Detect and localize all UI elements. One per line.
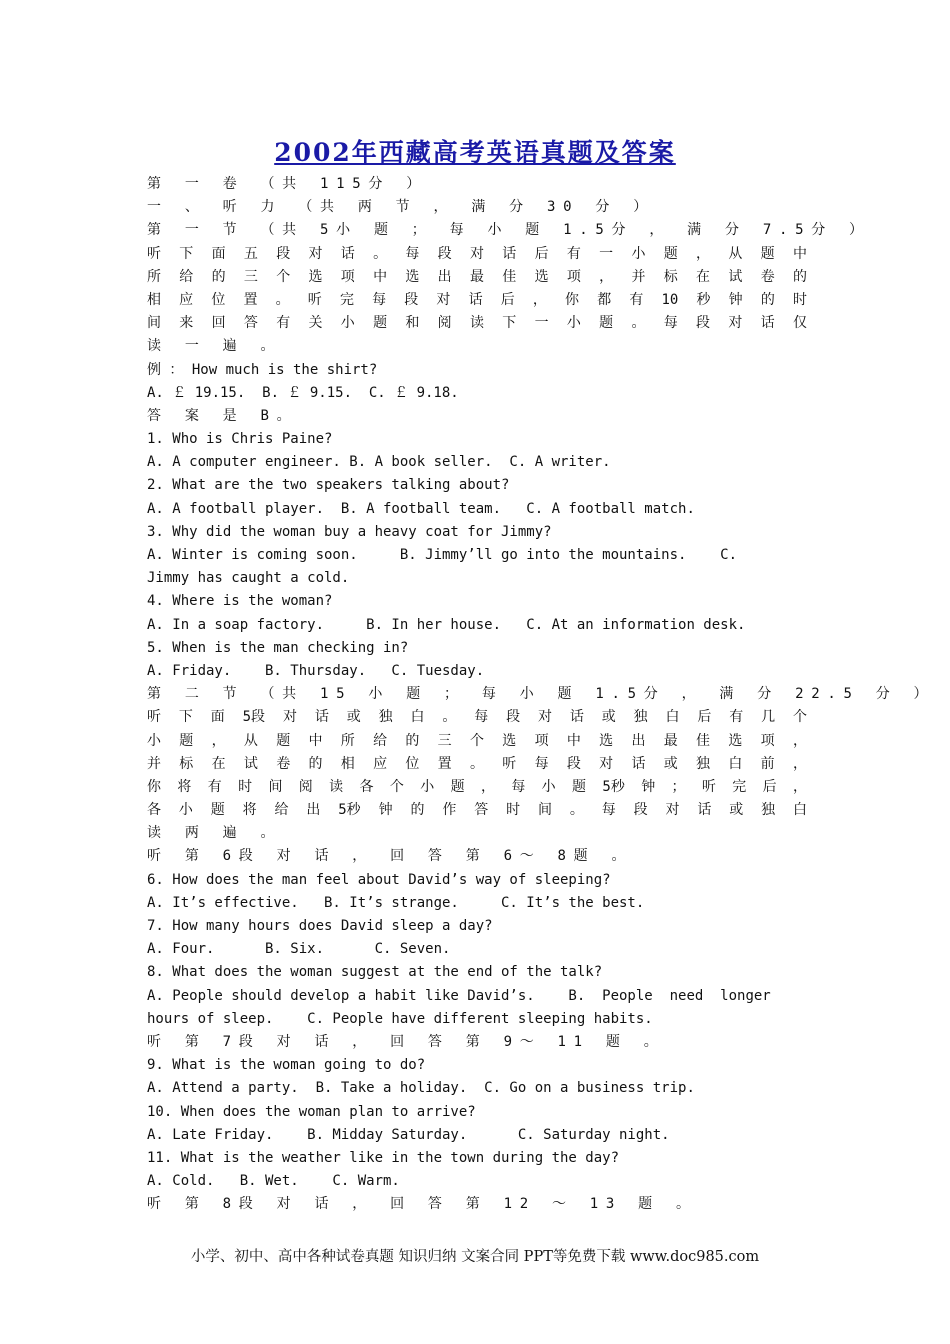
text-token: 话 bbox=[631, 755, 646, 772]
text-token: 每 bbox=[663, 315, 678, 332]
text-token: 卷 bbox=[760, 268, 775, 285]
text-token: 听 bbox=[701, 778, 716, 795]
text-token: 话 bbox=[502, 245, 517, 262]
text-token: 回 bbox=[211, 315, 226, 332]
text-line bbox=[147, 799, 807, 822]
text-token: 或 bbox=[346, 709, 361, 726]
text-token: 出 bbox=[306, 802, 321, 819]
text-token: 相 bbox=[147, 291, 161, 308]
text-token: 个 bbox=[276, 268, 291, 285]
text-token: 小 bbox=[420, 778, 435, 795]
text-line: 听 第 7段 对 话 ， 回 答 第 9～ 11 题 。 bbox=[147, 1033, 666, 1050]
text-token: 中 bbox=[566, 732, 581, 749]
text-token: 仅 bbox=[792, 315, 807, 332]
text-line: 第 一 节 （共 5小 题 ； 每 小 题 1.5分 ， 满 分 7.5分 ） bbox=[147, 222, 871, 239]
text-token: 话 bbox=[569, 709, 584, 726]
text-line bbox=[147, 266, 807, 289]
text-token: 。 bbox=[569, 802, 584, 819]
text-token: ， bbox=[480, 778, 495, 795]
text-token: 来 bbox=[179, 315, 194, 332]
text-token: 钟 bbox=[378, 802, 393, 819]
text-token: 选 bbox=[599, 732, 614, 749]
text-token: 白 bbox=[665, 709, 680, 726]
text-line: 读 一 遍 。 bbox=[147, 338, 283, 355]
text-token: 每 bbox=[511, 778, 526, 795]
text-token: 小 bbox=[147, 732, 161, 749]
text-token: 独 bbox=[761, 802, 776, 819]
text-line: 4. Where is the woman? bbox=[147, 593, 333, 610]
text-token: ， bbox=[792, 755, 807, 772]
text-token: 听 bbox=[307, 291, 322, 308]
text-line: hours of sleep. C. People have different sleeping habits. bbox=[147, 1010, 653, 1027]
text-line: 听 第 8段 对 话 ， 回 答 第 12 ～ 13 题 。 bbox=[147, 1196, 698, 1213]
text-token: 题 bbox=[373, 315, 388, 332]
text-token: 选 bbox=[728, 732, 743, 749]
text-line: 3. Why did the woman buy a heavy coat for Jimmy? bbox=[147, 523, 552, 540]
text-token: 小 bbox=[541, 778, 556, 795]
text-token: 。 bbox=[373, 245, 388, 262]
text-token: 时 bbox=[238, 778, 253, 795]
text-token: 并 bbox=[147, 755, 161, 772]
text-line bbox=[147, 706, 807, 729]
text-token: ， bbox=[696, 245, 711, 262]
text-token: 对 bbox=[436, 291, 451, 308]
text-token: 题 bbox=[663, 245, 678, 262]
text-token: 选 bbox=[405, 268, 420, 285]
text-line: A. It’s effective. B. It’s strange. C. It’s the best. bbox=[147, 894, 645, 911]
text-token: 的 bbox=[405, 732, 420, 749]
text-token: 阅 bbox=[298, 778, 313, 795]
text-token: 试 bbox=[243, 755, 258, 772]
text-token: 段 bbox=[506, 709, 521, 726]
text-token: 小 bbox=[631, 245, 646, 262]
text-token: 你 bbox=[565, 291, 580, 308]
text-line: 1. Who is Chris Paine? bbox=[147, 431, 333, 448]
text-token: 完 bbox=[732, 778, 747, 795]
text-token: 卷 bbox=[276, 755, 291, 772]
text-token: 钟 bbox=[641, 778, 656, 795]
text-token: 有 bbox=[566, 245, 581, 262]
text-line: 第 二 节 （共 15 小 题 ； 每 小 题 1.5分 ， 满 分 22.5 分 ） bbox=[147, 686, 936, 703]
text-token: 最 bbox=[663, 732, 678, 749]
text-line: 9. What is the woman going to do? bbox=[147, 1057, 426, 1074]
document-body bbox=[147, 173, 936, 1216]
text-token: 的 bbox=[792, 268, 807, 285]
text-token: 五 bbox=[243, 245, 258, 262]
text-token: 间 bbox=[268, 778, 283, 795]
text-line bbox=[147, 753, 807, 776]
text-token: 置 bbox=[243, 291, 258, 308]
text-token: 出 bbox=[437, 268, 452, 285]
text-token: 5段 bbox=[242, 709, 266, 726]
text-token: 独 bbox=[696, 755, 711, 772]
text-token: 置 bbox=[437, 755, 452, 772]
text-token: ； bbox=[671, 778, 686, 795]
text-token: 。 bbox=[631, 315, 646, 332]
text-token: 下 bbox=[178, 709, 193, 726]
text-line bbox=[147, 243, 807, 266]
text-token: 的 bbox=[410, 802, 425, 819]
text-token: 段 bbox=[633, 802, 648, 819]
text-token: ， bbox=[532, 291, 547, 308]
text-line: A. In a soap factory. B. In her house. C. At an information desk. bbox=[147, 616, 746, 633]
text-token: 对 bbox=[282, 709, 297, 726]
text-token: 或 bbox=[729, 802, 744, 819]
text-line: 11. What is the weather like in the town during the day? bbox=[147, 1149, 620, 1166]
text-line: Jimmy has caught a cold. bbox=[147, 570, 350, 587]
text-token: 白 bbox=[792, 802, 807, 819]
text-token: 的 bbox=[211, 268, 226, 285]
text-token: 题 bbox=[276, 732, 291, 749]
text-token: 段 bbox=[404, 291, 419, 308]
text-token: 每 bbox=[372, 291, 387, 308]
text-token: 作 bbox=[442, 802, 457, 819]
text-line: A. Four. B. Six. C. Seven. bbox=[147, 941, 451, 958]
text-token: 对 bbox=[469, 245, 484, 262]
text-token: 小 bbox=[566, 315, 581, 332]
text-token: 钟 bbox=[728, 291, 743, 308]
text-token: 三 bbox=[437, 732, 452, 749]
text-token: 的 bbox=[308, 755, 323, 772]
text-token: 项 bbox=[534, 732, 549, 749]
text-line: 读 两 遍 。 bbox=[147, 825, 283, 842]
text-token: 选 bbox=[534, 268, 549, 285]
text-line: 7. How many hours does David sleep a day? bbox=[147, 918, 493, 934]
text-line bbox=[147, 776, 807, 799]
text-token: 时 bbox=[506, 802, 521, 819]
text-token: 将 bbox=[242, 802, 257, 819]
text-token: 5秒 bbox=[602, 778, 625, 795]
text-token: 答 bbox=[474, 802, 489, 819]
text-token: 从 bbox=[728, 245, 743, 262]
text-token: 各 bbox=[359, 778, 374, 795]
text-token: 选 bbox=[308, 268, 323, 285]
text-token: 出 bbox=[631, 732, 646, 749]
text-token: 在 bbox=[211, 755, 226, 772]
text-line: A. People should develop a habit like David’s. B. People need longer bbox=[147, 987, 771, 1004]
text-token: 白 bbox=[728, 755, 743, 772]
text-token: 完 bbox=[339, 291, 354, 308]
text-token: 所 bbox=[340, 732, 355, 749]
text-token: 。 bbox=[442, 709, 457, 726]
text-line: 一 、 听 力 （共 两 节 ， 满 分 30 分 ） bbox=[147, 199, 655, 216]
text-token: 在 bbox=[696, 268, 711, 285]
text-token: 一 bbox=[534, 315, 549, 332]
text-token: 面 bbox=[211, 245, 226, 262]
text-token: 话 bbox=[697, 802, 712, 819]
text-line: A. Late Friday. B. Midday Saturday. C. Saturday night. bbox=[147, 1126, 670, 1143]
text-line: 8. What does the woman suggest at the end of the talk? bbox=[147, 964, 603, 981]
text-token: 或 bbox=[663, 755, 678, 772]
text-token: 有 bbox=[276, 315, 291, 332]
text-token: 个 bbox=[469, 732, 484, 749]
text-token: 所 bbox=[147, 268, 161, 285]
text-token: 听 bbox=[147, 709, 161, 726]
text-line: 6. How does the man feel about David’s way of sleeping? bbox=[147, 871, 611, 888]
text-token: 题 bbox=[760, 245, 775, 262]
text-token: 秒 bbox=[696, 291, 711, 308]
text-token: 三 bbox=[243, 268, 258, 285]
text-token: 5秒 bbox=[338, 802, 361, 819]
text-line: A. A computer engineer. B. A book seller. C. A writer. bbox=[147, 454, 611, 471]
text-token: 试 bbox=[728, 268, 743, 285]
text-token: 段 bbox=[276, 245, 291, 262]
text-token: 有 bbox=[629, 291, 644, 308]
text-line: 例 ： How much is the shirt? bbox=[147, 361, 378, 378]
text-token: 相 bbox=[340, 755, 355, 772]
text-token: 给 bbox=[373, 732, 388, 749]
text-token: 每 bbox=[405, 245, 420, 262]
text-line: A. Winter is coming soon. B. Jimmy’ll go into the mountains. C. bbox=[147, 547, 738, 563]
text-token: 关 bbox=[308, 315, 323, 332]
text-line: 5. When is the man checking in? bbox=[147, 639, 409, 656]
text-token: 10 bbox=[661, 291, 679, 308]
text-token: 中 bbox=[373, 268, 388, 285]
text-token: 。 bbox=[275, 291, 290, 308]
text-token: 间 bbox=[537, 802, 552, 819]
text-line: 10. When does the woman plan to arrive? bbox=[147, 1103, 476, 1120]
text-token: 听 bbox=[147, 245, 161, 262]
text-token: 听 bbox=[502, 755, 517, 772]
text-line: A. ￡ 19.15. B. ￡ 9.15. C. ￡ 9.18. bbox=[147, 384, 459, 401]
text-token: 或 bbox=[601, 709, 616, 726]
text-token: 段 bbox=[437, 245, 452, 262]
text-token: 对 bbox=[537, 709, 552, 726]
text-token: 题 bbox=[450, 778, 465, 795]
text-token: 下 bbox=[179, 245, 194, 262]
text-token: 佳 bbox=[696, 732, 711, 749]
text-token: 白 bbox=[410, 709, 425, 726]
text-token: 题 bbox=[572, 778, 587, 795]
text-token: 应 bbox=[373, 755, 388, 772]
text-token: 读 bbox=[469, 315, 484, 332]
text-token: 的 bbox=[760, 291, 775, 308]
text-token: 小 bbox=[178, 802, 193, 819]
text-token: 每 bbox=[534, 755, 549, 772]
text-token: 后 bbox=[762, 778, 777, 795]
text-token: 小 bbox=[340, 315, 355, 332]
text-line: A. A football player. B. A football team. C. A football match. bbox=[147, 500, 695, 517]
text-token: 对 bbox=[728, 315, 743, 332]
text-token: ， bbox=[599, 268, 614, 285]
text-token: 将 bbox=[177, 778, 192, 795]
text-token: 独 bbox=[633, 709, 648, 726]
text-token: 给 bbox=[274, 802, 289, 819]
text-token: 前 bbox=[760, 755, 775, 772]
text-token: 一 bbox=[599, 245, 614, 262]
text-token: 最 bbox=[469, 268, 484, 285]
text-token: 和 bbox=[405, 315, 420, 332]
text-line bbox=[147, 312, 807, 335]
text-token: 题 bbox=[179, 732, 194, 749]
text-token: 都 bbox=[597, 291, 612, 308]
page-footer: 小学、初中、高中各种试卷真题 知识归纳 文案合同 PPT等免费下载 www.doc985.com bbox=[190, 1249, 760, 1265]
text-line: 第 一 卷 （共 115分 ） bbox=[147, 176, 428, 192]
text-token: 每 bbox=[474, 709, 489, 726]
text-token: 个 bbox=[389, 778, 404, 795]
text-token: 并 bbox=[631, 268, 646, 285]
text-token: ， bbox=[792, 778, 807, 795]
text-token: 后 bbox=[534, 245, 549, 262]
text-token: 有 bbox=[207, 778, 222, 795]
text-token: 几 bbox=[761, 709, 776, 726]
text-token: 阅 bbox=[437, 315, 452, 332]
text-token: 题 bbox=[210, 802, 225, 819]
text-token: 各 bbox=[147, 802, 161, 819]
text-token: 应 bbox=[179, 291, 194, 308]
text-line: A. Friday. B. Thursday. C. Tuesday. bbox=[147, 662, 485, 679]
text-token: 面 bbox=[210, 709, 225, 726]
text-line: A. Attend a party. B. Take a holiday. C. Go on a business trip. bbox=[147, 1080, 695, 1097]
text-token: 个 bbox=[792, 709, 807, 726]
text-token: 对 bbox=[599, 755, 614, 772]
text-token: 位 bbox=[405, 755, 420, 772]
text-token: 佳 bbox=[502, 268, 517, 285]
text-line bbox=[147, 289, 807, 312]
text-token: 标 bbox=[663, 268, 678, 285]
text-token: 你 bbox=[147, 778, 161, 795]
text-token: 下 bbox=[502, 315, 517, 332]
text-token: 后 bbox=[697, 709, 712, 726]
page-title: 2002年西藏高考英语真题及答案 bbox=[274, 138, 676, 167]
text-line: 2. What are the two speakers talking about? bbox=[147, 477, 510, 494]
text-token: 题 bbox=[599, 315, 614, 332]
text-token: 选 bbox=[502, 732, 517, 749]
text-token: 时 bbox=[792, 291, 807, 308]
text-token: 话 bbox=[468, 291, 483, 308]
text-line: 答 案 是 B。 bbox=[147, 407, 299, 424]
text-token: ， bbox=[792, 732, 807, 749]
text-token: 话 bbox=[760, 315, 775, 332]
text-token: 。 bbox=[469, 755, 484, 772]
text-token: 答 bbox=[243, 315, 258, 332]
text-token: 每 bbox=[601, 802, 616, 819]
text-token: 中 bbox=[308, 732, 323, 749]
text-token: 从 bbox=[243, 732, 258, 749]
text-token: 话 bbox=[314, 709, 329, 726]
text-token: 有 bbox=[729, 709, 744, 726]
text-token: 读 bbox=[329, 778, 344, 795]
text-token: 对 bbox=[665, 802, 680, 819]
text-token: ， bbox=[211, 732, 226, 749]
text-line: 听 第 6段 对 话 ， 回 答 第 6～ 8题 。 bbox=[147, 848, 634, 865]
text-token: 中 bbox=[792, 245, 807, 262]
text-token: 对 bbox=[308, 245, 323, 262]
text-token: 项 bbox=[760, 732, 775, 749]
text-token: 后 bbox=[500, 291, 515, 308]
text-token: 独 bbox=[378, 709, 393, 726]
text-token: 段 bbox=[696, 315, 711, 332]
text-token: 给 bbox=[179, 268, 194, 285]
text-line bbox=[147, 730, 807, 753]
text-token: 项 bbox=[566, 268, 581, 285]
text-token: 位 bbox=[211, 291, 226, 308]
text-token: 间 bbox=[147, 315, 161, 332]
text-token: 标 bbox=[179, 755, 194, 772]
text-token: 段 bbox=[566, 755, 581, 772]
text-line: A. Cold. B. Wet. C. Warm. bbox=[147, 1173, 400, 1190]
text-token: 项 bbox=[340, 268, 355, 285]
text-token: 话 bbox=[340, 245, 355, 262]
